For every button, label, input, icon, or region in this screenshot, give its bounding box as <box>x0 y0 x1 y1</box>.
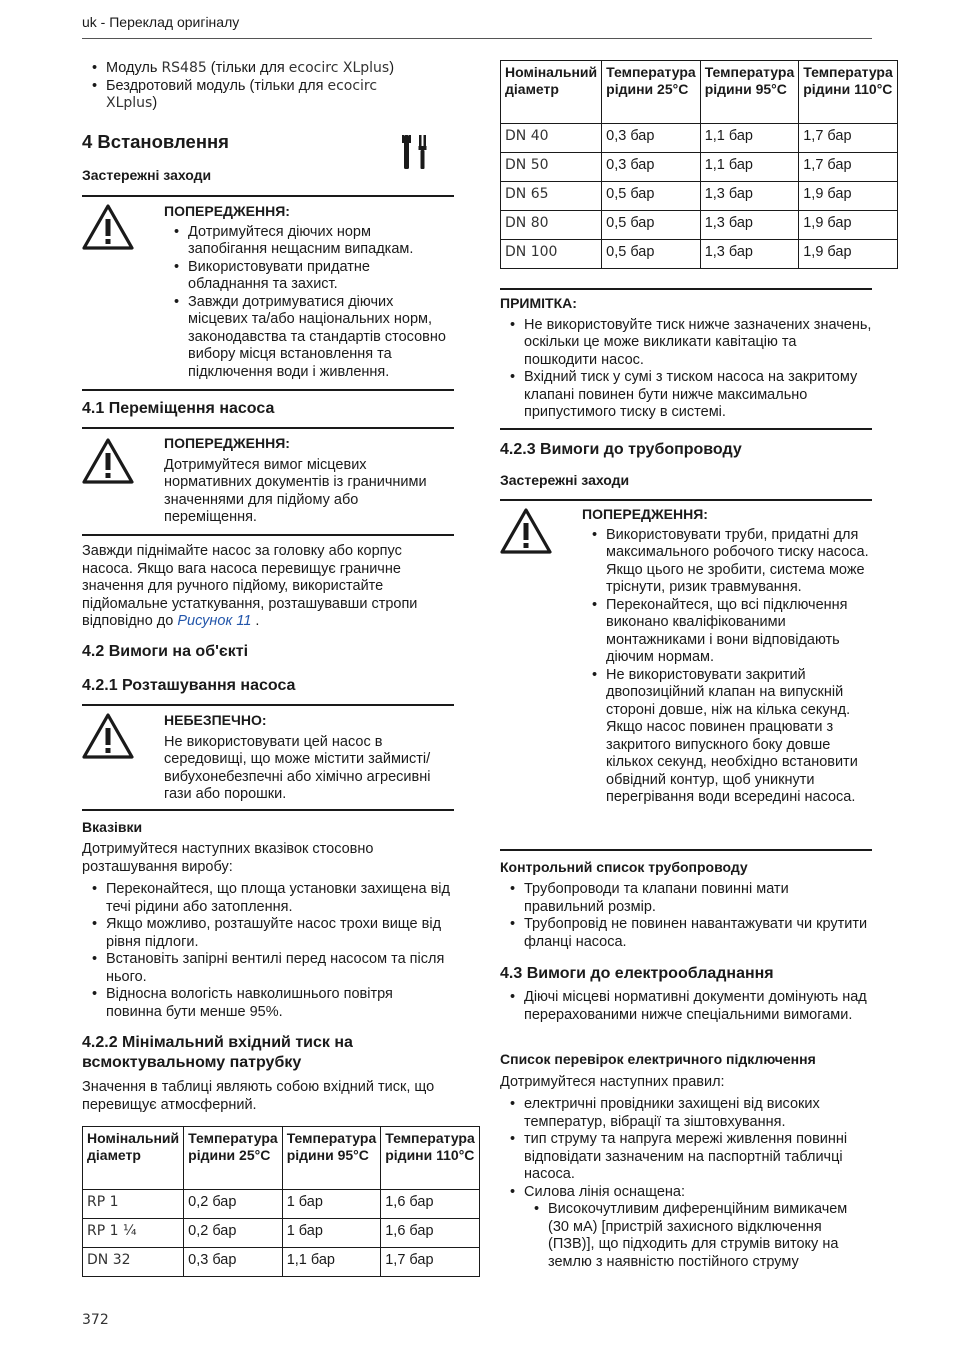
header-cell: Температура рідини 25°C <box>184 1127 283 1190</box>
header-cell: Температура рідини 110°C <box>381 1127 480 1190</box>
header-cell: Температура рідини 25°C <box>602 61 701 124</box>
table-row <box>83 1190 480 1219</box>
danger-title: НЕБЕЗПЕЧНО: <box>164 712 267 728</box>
electric-sublist <box>500 1201 872 1271</box>
section-4-title: 4 Встановлення <box>82 131 229 152</box>
table-cell: DN 65 <box>501 182 602 211</box>
electric-intro: Дотримуйтеся наступних правил: <box>500 1074 725 1090</box>
table-cell: 1,3 бар <box>700 182 799 211</box>
table-cell: 1,7 бар <box>799 153 898 182</box>
header-cell: Номінальний діаметр <box>83 1127 184 1190</box>
table-cell: 0,3 бар <box>602 124 701 153</box>
inlet-pressure-table-2 <box>500 60 898 269</box>
warning-icon <box>82 203 134 251</box>
checklist-label: Контрольний список трубопроводу <box>500 859 748 875</box>
table-cell: DN 40 <box>501 124 602 153</box>
note-list <box>500 317 872 422</box>
table-row <box>83 1248 480 1277</box>
page-number: 372 <box>82 1312 109 1328</box>
table-row <box>501 124 898 153</box>
lifting-paragraph: Завжди піднімайте насос за головку або корпус насоса. Якщо вага насоса перевищує граничне значення для ручного підйому, використайте підйомальне устаткування, розташувавши стропи відповідно до Рисунок 11 . <box>82 543 418 629</box>
electric-checklist-label: Список перевірок електричного підключення <box>500 1051 816 1067</box>
list-item: • Силова лінія оснащена: <box>500 1184 868 1202</box>
danger-text: Не використовувати цей насос в середовищі, що може містити займисті/вибухонебезпечні або хімічно агресивні гази або порошки. <box>164 733 431 802</box>
list-item: • Переконайтеся, що всі підключення виконано кваліфікованими монтажниками і вони відповідають діючим нормам. <box>582 597 872 667</box>
section-4-2-2-text: Значення в таблиці являють собою вхідний тиск, що перевищує атмосферний. <box>82 1079 435 1113</box>
section-4-1-title: 4.1 Переміщення насоса <box>82 400 275 417</box>
tools-icon <box>402 133 430 171</box>
list-item: • Встановіть запірні вентилі перед насосом та після нього. <box>82 951 450 986</box>
table-cell: DN 100 <box>501 240 602 269</box>
table-cell: 0,2 бар <box>184 1219 283 1248</box>
table-row <box>501 153 898 182</box>
section-4-2-2-title: 4.2.2 Мінімальний вхідний тиск на всмоктувальному патрубку <box>82 1034 353 1071</box>
precautions-label: Застережні заходи <box>500 472 630 488</box>
list-item: • тип струму та напруга мережі живлення повинні відповідати зазначеним на паспортній табличці насоса. <box>500 1131 868 1184</box>
warning-title: ПОПЕРЕДЖЕННЯ: <box>164 435 290 451</box>
table-cell: DN 50 <box>501 153 602 182</box>
guidelines-list <box>82 881 450 1021</box>
section-4-2-3-title: 4.2.3 Вимоги до трубопроводу <box>500 441 742 458</box>
section-4-3-title: 4.3 Вимоги до електрообладнання <box>500 965 774 982</box>
electrical-requirements-list <box>500 989 868 1024</box>
table-cell: 1,6 бар <box>381 1219 480 1248</box>
table-row <box>501 240 898 269</box>
list-item: • Модуль RS485 (тільки для ecocirc XLplus) <box>82 60 412 78</box>
table-cell: RP 1 ¼ <box>83 1219 184 1248</box>
danger-icon <box>82 712 134 760</box>
table-cell: DN 80 <box>501 211 602 240</box>
header-text: uk - Переклад оригіналу <box>82 14 240 30</box>
warning-title: ПОПЕРЕДЖЕННЯ: <box>582 506 708 522</box>
list-item: • Бездротовий модуль (тільки для ecocirc XLplus) <box>82 78 412 113</box>
table-cell: 1,7 бар <box>381 1248 480 1277</box>
list-item: • Переконайтеся, що площа установки захищена від течі рідини або затоплення. <box>82 881 450 916</box>
header-cell: Температура рідини 95°C <box>700 61 799 124</box>
warning-icon <box>82 437 134 485</box>
figure-link[interactable]: Рисунок 11 <box>177 613 252 629</box>
table-cell: 1,1 бар <box>700 124 799 153</box>
table-cell: 1 бар <box>282 1219 381 1248</box>
warning-block <box>500 499 872 851</box>
list-item: • Не використовувати закритий двопозиційний клапан на випускній стороні довше, ніж на кілька секунд. Якщо насос повинен працювати з закритого випускного боку довше кількох секунд, необхідно встановити обвідний контур, щоб уникнути перегрівання води всередині насоса. <box>582 667 872 807</box>
table-cell: RP 1 <box>83 1190 184 1219</box>
table-cell: 1,7 бар <box>799 124 898 153</box>
table-cell: 0,5 бар <box>602 182 701 211</box>
table-cell: 1,6 бар <box>381 1190 480 1219</box>
list-item: • Високочутливим диференційним вимикачем (30 мА) [пристрій захисного відключення (ПЗВ)], що підходить для струмів витоку на землю з наявністю постійного струму <box>500 1201 872 1271</box>
table-cell: 1,9 бар <box>799 240 898 269</box>
guidelines-label: Вказівки <box>82 819 143 835</box>
note-block <box>500 288 872 430</box>
table-cell: 1,1 бар <box>700 153 799 182</box>
piping-checklist <box>500 881 868 951</box>
running-header <box>82 14 872 39</box>
list-item: • Діючі місцеві нормативні документи домінують над перерахованими нижче спеціальними вимогами. <box>500 989 868 1024</box>
table-row <box>83 1219 480 1248</box>
list-item: • Завжди дотримуватися діючих місцевих та/або національних норм, законодавства та стандартів стосовно вибору місця встановлення та підключення води і живлення. <box>164 294 454 382</box>
table-header-row <box>83 1127 480 1190</box>
table-cell: 1 бар <box>282 1190 381 1219</box>
list-item: • Якщо можливо, розташуйте насос трохи вище від рівня підлоги. <box>82 916 450 951</box>
table-cell: 1,1 бар <box>282 1248 381 1277</box>
precautions-label: Застережні заходи <box>82 167 212 183</box>
table-cell: 1,3 бар <box>700 240 799 269</box>
table-cell: 0,5 бар <box>602 240 701 269</box>
electric-checklist <box>500 1096 868 1201</box>
section-4-2-title: 4.2 Вимоги на об'єкті <box>82 643 249 660</box>
warning-title: ПОПЕРЕДЖЕННЯ: <box>164 203 290 219</box>
warning-list <box>582 527 872 807</box>
table-header-row <box>501 61 898 124</box>
table-cell: DN 32 <box>83 1248 184 1277</box>
note-title: ПРИМІТКА: <box>500 295 577 311</box>
danger-block <box>82 704 454 811</box>
warning-block <box>82 427 454 536</box>
list-item: • Використовувати труби, придатні для максимального робочого тиску насоса. Якщо цього не зробити, система може тріснути, ризик травмування. <box>582 527 872 597</box>
table-cell: 0,3 бар <box>184 1248 283 1277</box>
warning-text: Дотримуйтеся вимог місцевих нормативних документів із граничними значеннями для підйому або переміщення. <box>164 456 427 525</box>
table-cell: 0,5 бар <box>602 211 701 240</box>
warning-list <box>164 224 454 382</box>
list-item: • Трубопроводи та клапани повинні мати правильний розмір. <box>500 881 868 916</box>
list-item: • Відносна вологість навколишнього повітря повинна бути менше 95%. <box>82 986 450 1021</box>
table-cell: 0,2 бар <box>184 1190 283 1219</box>
header-cell: Температура рідини 95°C <box>282 1127 381 1190</box>
intro-list <box>82 60 412 113</box>
table-cell: 1,9 бар <box>799 182 898 211</box>
table-row <box>501 182 898 211</box>
table-cell: 1,9 бар <box>799 211 898 240</box>
list-item: • Трубопровід не повинен навантажувати чи крутити фланці насоса. <box>500 916 868 951</box>
table-row <box>501 211 898 240</box>
list-item: • Використовувати придатне обладнання та захист. <box>164 259 454 294</box>
list-item: • Вхідний тиск у сумі з тиском насоса на закритому клапані повинен бути нижче максимально припустимого тиску в системі. <box>500 369 872 422</box>
table-cell: 0,3 бар <box>602 153 701 182</box>
table-cell: 1,3 бар <box>700 211 799 240</box>
header-cell: Температура рідини 110°C <box>799 61 898 124</box>
guidelines-intro: Дотримуйтеся наступних вказівок стосовно розташування виробу: <box>82 841 374 875</box>
inlet-pressure-table-1 <box>82 1126 480 1277</box>
header-cell: Номінальний діаметр <box>501 61 602 124</box>
list-item: • Не використовуйте тиск нижче зазначених значень, оскільки це може викликати кавітацію та пошкодити насос. <box>500 317 872 370</box>
list-item: • Дотримуйтеся діючих норм запобігання нещасним випадкам. <box>164 224 454 259</box>
warning-block <box>82 195 454 391</box>
list-item: • електричні провідники захищені від високих температур, вібрації та зіштовхування. <box>500 1096 868 1131</box>
section-4-2-1-title: 4.2.1 Розташування насоса <box>82 677 296 694</box>
warning-icon <box>500 507 552 555</box>
